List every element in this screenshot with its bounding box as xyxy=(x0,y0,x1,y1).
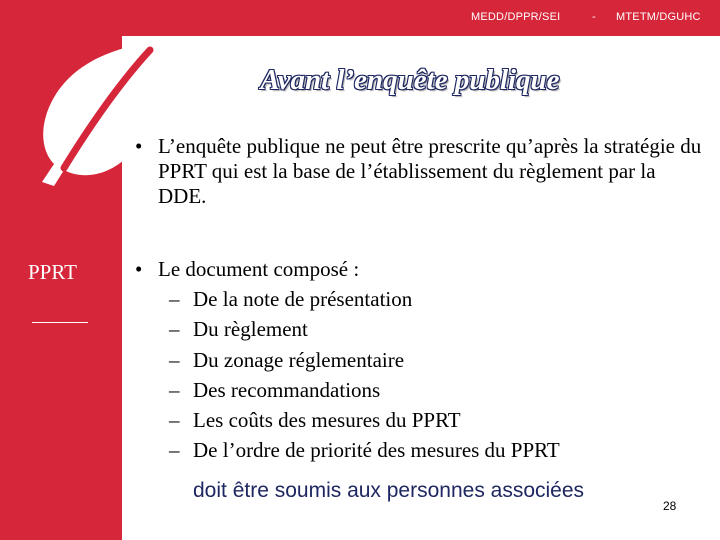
sub-item-text: Les coûts des mesures du PPRT xyxy=(193,407,461,432)
header-separator: - xyxy=(592,11,596,23)
sub-item-text: Du règlement xyxy=(193,317,308,342)
sub-item-text: Des recommandations xyxy=(193,377,381,402)
bullet-item xyxy=(135,257,705,463)
sub-item xyxy=(169,317,705,342)
sub-list xyxy=(135,287,705,463)
header-left-label: MEDD/DPPR/SEI xyxy=(471,11,561,23)
header-right-label: MTETM/DGUHC xyxy=(616,11,701,23)
sub-item xyxy=(169,287,705,312)
dash-marker: – xyxy=(169,377,180,402)
slide-title: Avant l’enquête publique xyxy=(260,64,560,96)
top-header-band xyxy=(0,0,720,36)
page-number: 28 xyxy=(663,499,677,513)
sub-item-text: De l’ordre de priorité des mesures du PPRT xyxy=(193,438,560,463)
dash-marker: – xyxy=(169,438,180,463)
bullet-text: L’enquête publique ne peut être prescrite qu’après la stratégie du PPRT qui est la base de l’établissement du règlement par la DDE. xyxy=(158,134,702,209)
bullet-dot: • xyxy=(135,257,143,281)
sub-item xyxy=(169,348,705,373)
sub-item-text: Du zonage réglementaire xyxy=(193,347,405,372)
dash-marker: – xyxy=(169,347,180,372)
side-divider xyxy=(32,322,88,323)
side-label: PPRT xyxy=(28,260,77,284)
dash-marker: – xyxy=(169,287,180,312)
sub-item xyxy=(169,378,705,403)
dash-marker: – xyxy=(169,317,180,342)
sub-item xyxy=(169,408,705,433)
bullet-text: Le document composé : xyxy=(158,257,360,281)
sub-item-text: De la note de présentation xyxy=(193,287,413,312)
bullet-item xyxy=(135,134,705,210)
footer-note: doit être soumis aux personnes associées xyxy=(193,479,585,502)
bullet-dot: • xyxy=(135,134,143,158)
sub-item xyxy=(169,438,705,463)
dash-marker: – xyxy=(169,407,180,432)
